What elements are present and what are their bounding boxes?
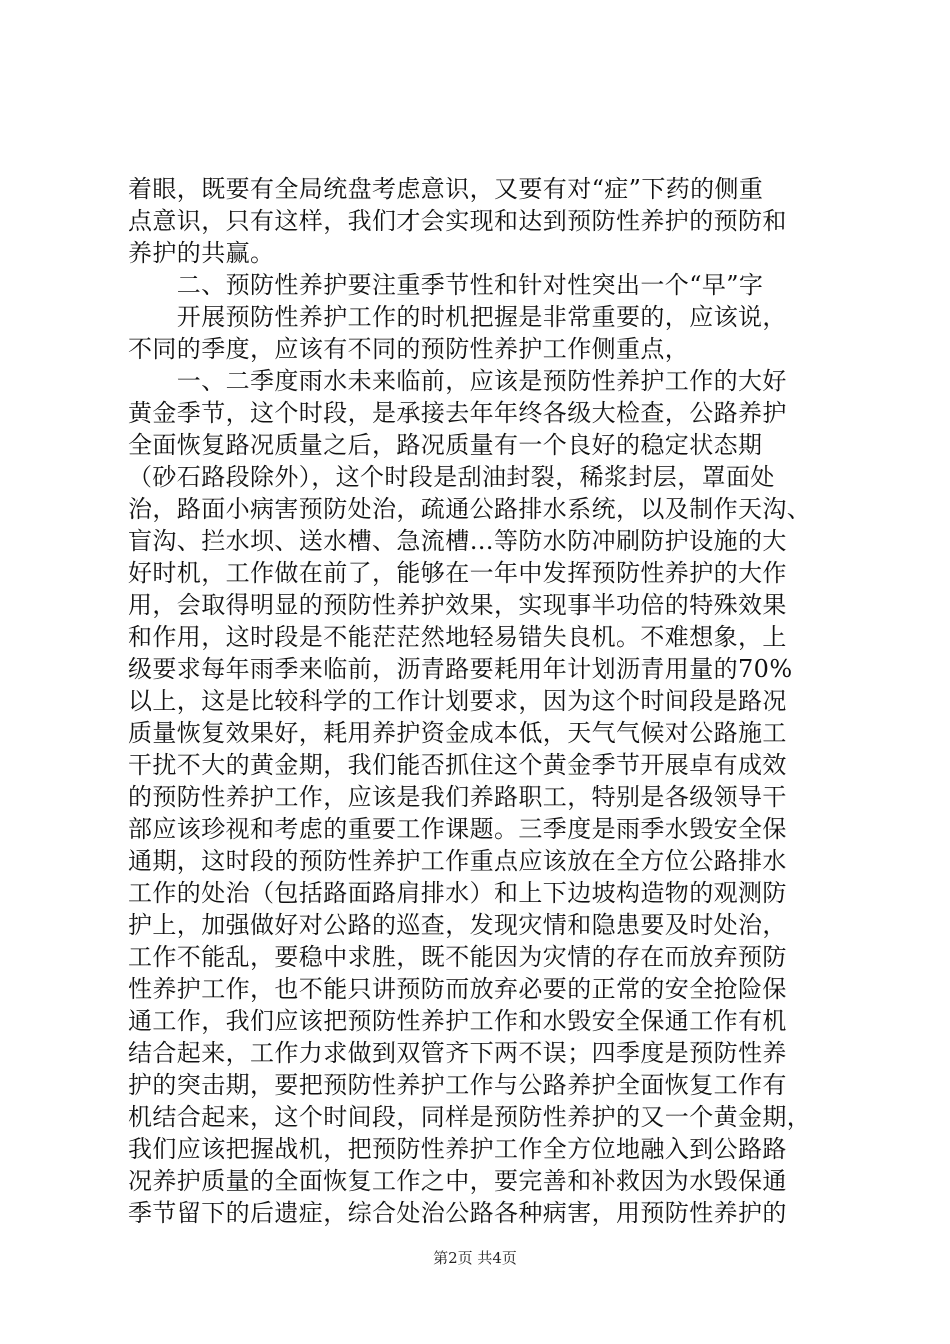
text-line: 好时机，工作做在前了，能够在一年中发挥预防性养护的大作 [128,559,787,587]
text-line: 我们应该把握战机，把预防性养护工作全方位地融入到公路路 [128,1135,787,1163]
text-line: 开展预防性养护工作的时机把握是非常重要的，应该说， [128,303,787,331]
text-line: 盲沟、拦水坝、送水槽、急流槽…等防水防冲刷防护设施的大 [128,527,787,555]
text-line: 护的突击期，要把预防性养护工作与公路养护全面恢复工作有 [128,1071,787,1099]
text-line: 性养护工作，也不能只讲预防而放弃必要的正常的安全抢险保 [128,975,787,1003]
text-line: 二、预防性养护要注重季节性和针对性突出一个“早”字 [128,271,764,299]
text-line: 全面恢复路况质量之后，路况质量有一个良好的稳定状态期 [128,431,763,459]
text-line: 着眼，既要有全局统盘考虑意识，又要有对“症”下药的侧重 [128,175,764,203]
text-line: 黄金季节，这个时段，是承接去年年终各级大检查，公路养护 [128,399,787,427]
text-line: 季节留下的后遗症，综合处治公路各种病害，用预防性养护的 [128,1199,787,1227]
page-footer: 第2页 共4页 [433,1249,517,1267]
text-line: 一、二季度雨水未来临前，应该是预防性养护工作的大好 [128,367,787,395]
text-line: 通工作，我们应该把预防性养护工作和水毁安全保通工作有机 [128,1007,787,1035]
text-line: 工作不能乱，要稳中求胜，既不能因为灾情的存在而放弃预防 [128,943,787,971]
text-line: （砂石路段除外），这个时段是刮油封裂，稀浆封层，罩面处 [128,463,775,491]
text-line: 机结合起来，这个时间段，同样是预防性养护的又一个黄金期， [128,1103,812,1131]
text-line: 用，会取得明显的预防性养护效果，实现事半功倍的特殊效果 [128,591,787,619]
text-line: 况养护质量的全面恢复工作之中，要完善和补救因为水毁保通 [128,1167,787,1195]
text-line: 工作的处治（包括路面路肩排水）和上下边坡构造物的观测防 [128,879,787,907]
text-line: 质量恢复效果好，耗用养护资金成本低，天气气候对公路施工 [128,719,787,747]
text-line: 点意识，只有这样，我们才会实现和达到预防性养护的预防和 [128,207,787,235]
text-line: 的预防性养护工作，应该是我们养路职工，特别是各级领导干 [128,783,787,811]
text-line: 和作用，这时段是不能茫茫然地轻易错失良机。不难想象，上 [128,623,787,651]
text-line: 不同的季度，应该有不同的预防性养护工作侧重点， [128,335,690,363]
text-line: 结合起来，工作力求做到双管齐下两不误；四季度是预防性养 [128,1039,787,1067]
text-line: 部应该珍视和考虑的重要工作课题。三季度是雨季水毁安全保 [128,815,787,843]
text-line: 级要求每年雨季来临前，沥青路要耗用年计划沥青用量的70% [128,655,793,683]
text-line: 以上，这是比较科学的工作计划要求，因为这个时间段是路况 [128,687,787,715]
text-line: 通期，这时段的预防性养护工作重点应该放在全方位公路排水 [128,847,787,875]
body-text [128,173,838,1229]
text-line: 养护的共赢。 [128,239,275,267]
text-line: 治，路面小病害预防处治，疏通公路排水系统，以及制作天沟、 [128,495,812,523]
text-line: 护上，加强做好对公路的巡查，发现灾情和隐患要及时处治， [128,911,787,939]
text-line: 干扰不大的黄金期，我们能否抓住这个黄金季节开展卓有成效 [128,751,787,779]
